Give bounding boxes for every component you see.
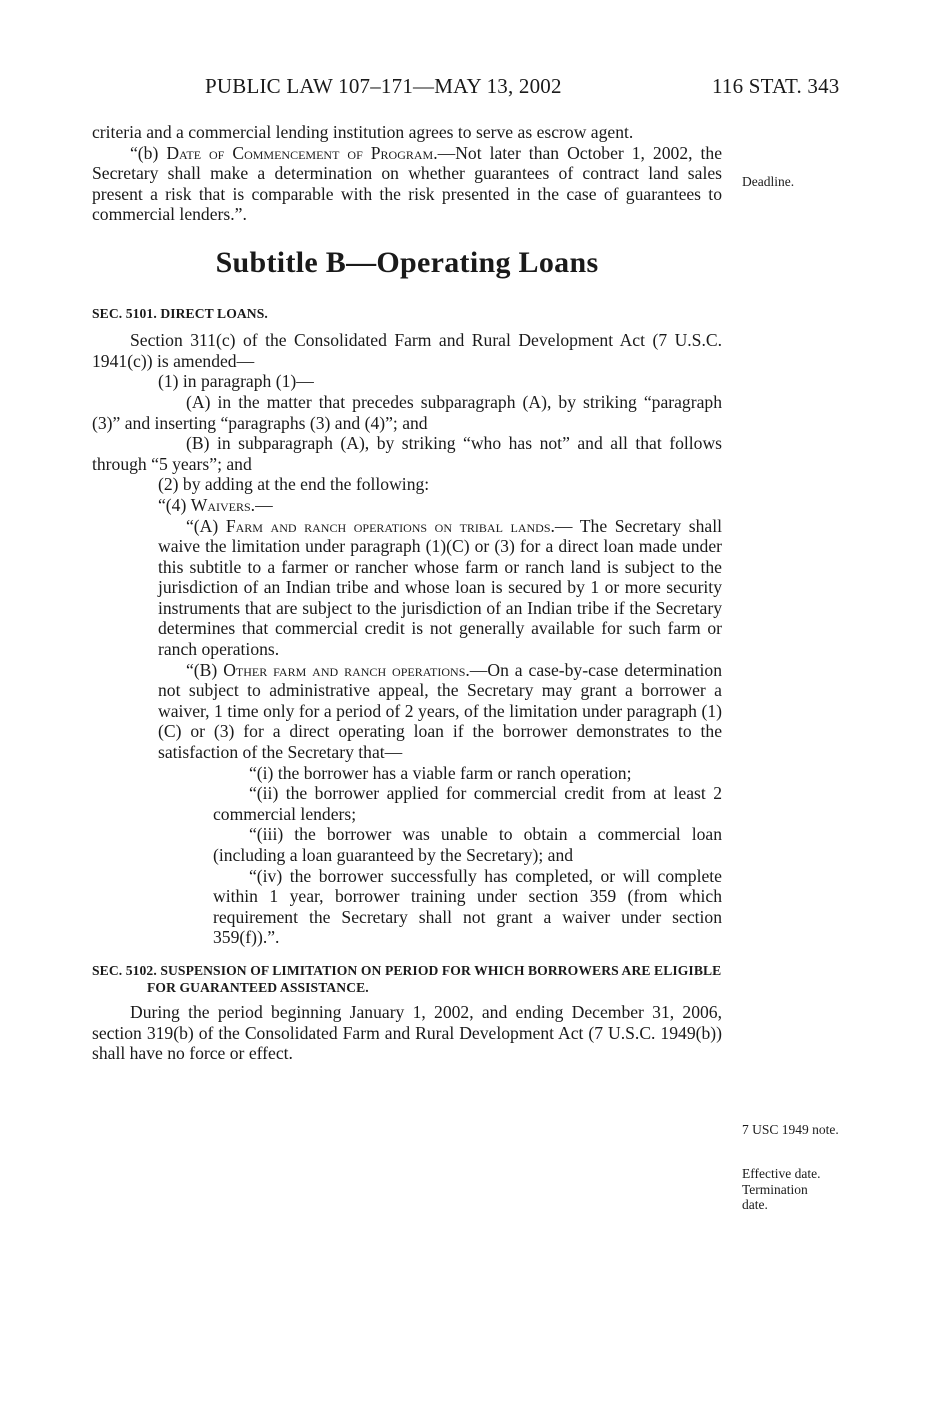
margin-note-usc: 7 USC 1949 note. [742,1122,839,1137]
amendment-item-1a: (A) in the matter that precedes subparagraph (A), by striking “paragraph (3)” and inserting “paragraphs (3) and (4)”; and [92,391,722,433]
waivers-heading: “(4) Waivers.— [158,494,273,515]
waiver-b-heading: Other farm and ranch operations. [223,659,470,680]
waiver-a-heading: Farm and ranch operations on tribal lands. [225,515,555,536]
paragraph-b-heading: Date of Commencement of Program. [166,142,438,163]
subtitle-heading: Subtitle B—Operating Loans [215,245,599,279]
clause-iv: “(iv) the borrower successfully has completed, or will complete within 1 year, borrower training under section 359 (from which requirement the Secretary shall not grant a waiver under section 359(f)).”. [213,865,722,948]
continuation-text: criteria and a commercial lending institution agrees to serve as escrow agent. [92,122,634,142]
page-body [92,122,722,1064]
clause-ii: “(ii) the borrower applied for commercial credit from at least 2 commercial lenders; [213,783,722,824]
running-header: PUBLIC LAW 107–171—MAY 13, 2002 [205,74,562,98]
amendment-item-2: (2) by adding at the end the following: [158,474,430,495]
section-5101-intro: Section 311(c) of the Consolidated Farm and Rural Development Act (7 U.S.C. 1941(c)) is amended— [92,330,722,371]
paragraph-b: “(b) Date of Commencement of Program.—Not later than October 1, 2002, the Secretary shall make a determination on whether guarantees of contract land sales present a risk that is comparable with the risk presented in the case of guarantees to commercial lenders.”. [92,142,722,225]
waiver-b: “(B) Other farm and ranch operations.—On a case-by-case determination not subject to administrative appeal, the Secretary may grant a borrower a waiver, 1 time only for a period of 2 years, of the limitation under paragraph (1)(C) or (3) for a direct operating loan if the borrower demonstrates to the satisfaction of the Secretary that— [158,659,722,763]
section-5102-heading: SEC. 5102. SUSPENSION OF LIMITATION ON PERIOD FOR WHICH BORROWERS ARE ELIGIBLE FOR GUARANTEED ASSISTANCE. [92,962,722,995]
waiver-a: “(A) Farm and ranch operations on tribal lands.— The Secretary shall waive the limitation under paragraph (1)(C) or (3) for a direct loan made under this subtitle to a farmer or rancher whose farm or ranch land is subject to the jurisdiction of an Indian tribe and whose loan is secured by 1 or more security instruments that are subject to the jurisdiction of an Indian tribe if the Secretary determines that commercial credit is not generally available for such farm or ranch operations. [158,515,722,660]
margin-note-deadline: Deadline. [742,174,795,189]
section-5101-heading: SEC. 5101. DIRECT LOANS. [92,305,268,321]
margin-note-termination-date: Termination date. [742,1182,808,1212]
amendment-item-1: (1) in paragraph (1)— [158,371,314,392]
page-number: 116 STAT. 343 [712,74,840,98]
clause-iii: “(iii) the borrower was unable to obtain a commercial loan (including a loan guaranteed by the Secretary); and [213,824,722,865]
section-5102-text: During the period beginning January 1, 2002, and ending December 31, 2006, section 319(b) of the Consolidated Farm and Rural Development Act (7 U.S.C. 1949(b)) shall have no force or effect. [92,1001,722,1064]
clause-i: “(i) the borrower has a viable farm or ranch operation; [249,762,632,783]
margin-note-effective-date: Effective date. [742,1166,821,1181]
amendment-item-1b: (B) in subparagraph (A), by striking “who has not” and all that follows through “5 years”; and [92,433,722,474]
